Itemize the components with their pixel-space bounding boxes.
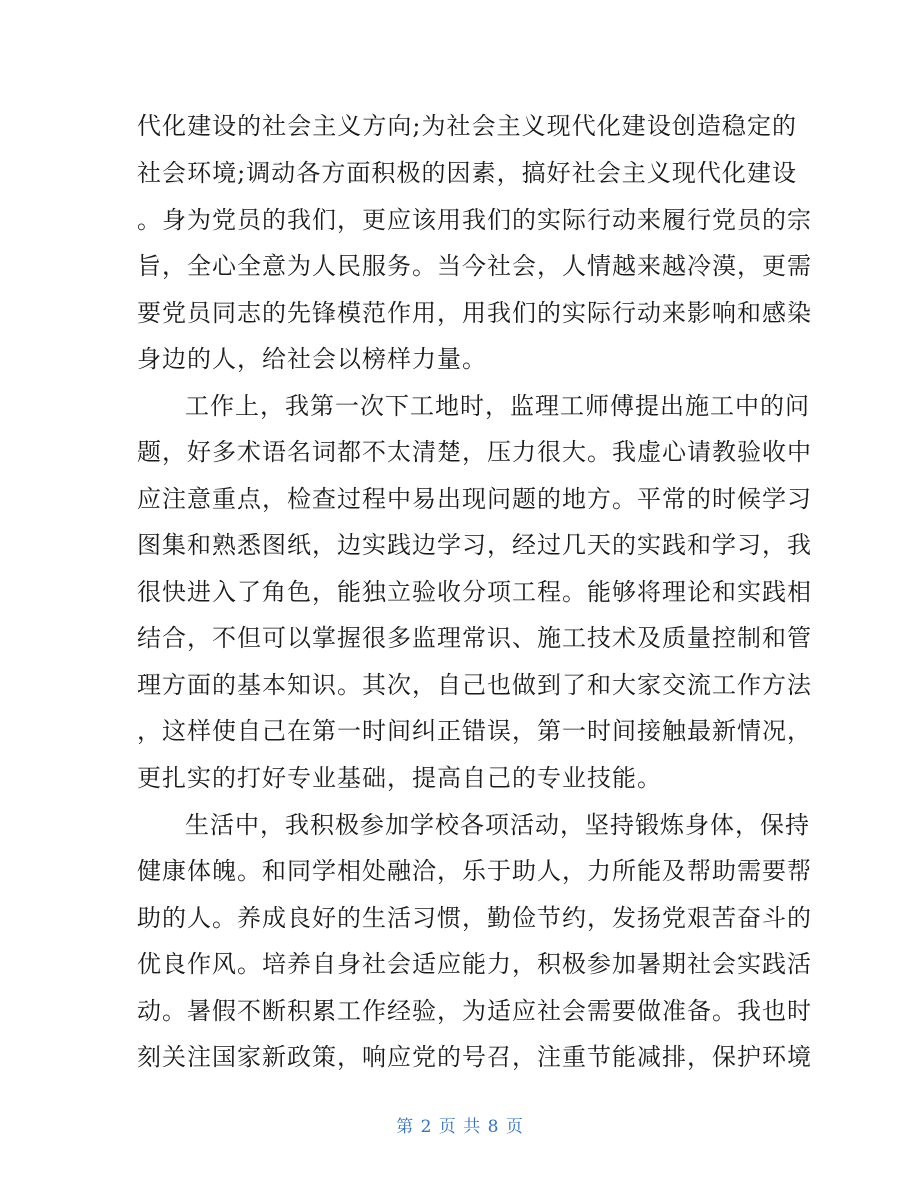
paragraph-line: 更扎实的打好专业基础，提高自己的专业技能。 xyxy=(137,764,662,792)
paragraph-line: 生活中，我积极参加学校各项活动，坚持锻炼身体，保持 xyxy=(185,811,810,839)
paragraph-line: 刻关注国家新政策，响应党的号召，注重节能减排，保护环境 xyxy=(137,1043,812,1071)
paragraph-line: 题，好多术语名词都不太清楚，压力很大。我虚心请教验收中 xyxy=(137,438,812,466)
paragraph-line: 结合，不但可以掌握很多监理常识、施工技术及质量控制和管 xyxy=(137,624,812,652)
paragraph-line: 助的人。养成良好的生活习惯，勤俭节约，发扬党艰苦奋斗的 xyxy=(137,904,812,932)
paragraph-line: 优良作风。培养自身社会适应能力，积极参加暑期社会实践活 xyxy=(137,950,812,978)
paragraph-line: 健康体魄。和同学相处融洽，乐于助人，力所能及帮助需要帮 xyxy=(137,857,812,885)
paragraph-line: 要党员同志的先锋模范作用，用我们的实际行动来影响和感染 xyxy=(137,299,812,327)
paragraph-line: 工作上，我第一次下工地时，监理工师傅提出施工中的问 xyxy=(185,392,810,420)
paragraph-line: 旨，全心全意为人民服务。当今社会，人情越来越冷漠，更需 xyxy=(137,252,812,280)
paragraph-line: 社会环境;调动各方面积极的因素，搞好社会主义现代化建设 xyxy=(137,159,797,187)
paragraph-line: ，这样使自己在第一时间纠正错误，第一时间接触最新情况， xyxy=(137,717,812,745)
paragraph-line: 身边的人，给社会以榜样力量。 xyxy=(137,345,487,373)
paragraph-line: 应注意重点，检查过程中易出现问题的地方。平常的时候学习 xyxy=(137,485,812,513)
paragraph-line: 。身为党员的我们，更应该用我们的实际行动来履行党员的宗 xyxy=(137,206,812,234)
paragraph-line: 代化建设的社会主义方向;为社会主义现代化建设创造稳定的 xyxy=(137,112,797,140)
paragraph-line: 动。暑假不断积累工作经验，为适应社会需要做准备。我也时 xyxy=(137,997,812,1025)
page-number-footer: 第 2 页 共 8 页 xyxy=(396,1117,524,1137)
paragraph-line: 图集和熟悉图纸，边实践边学习，经过几天的实践和学习，我 xyxy=(137,531,812,559)
paragraph-line: 很快进入了角色，能独立验收分项工程。能够将理论和实践相 xyxy=(137,578,812,606)
paragraph-line: 理方面的基本知识。其次，自己也做到了和大家交流工作方法 xyxy=(137,671,812,699)
